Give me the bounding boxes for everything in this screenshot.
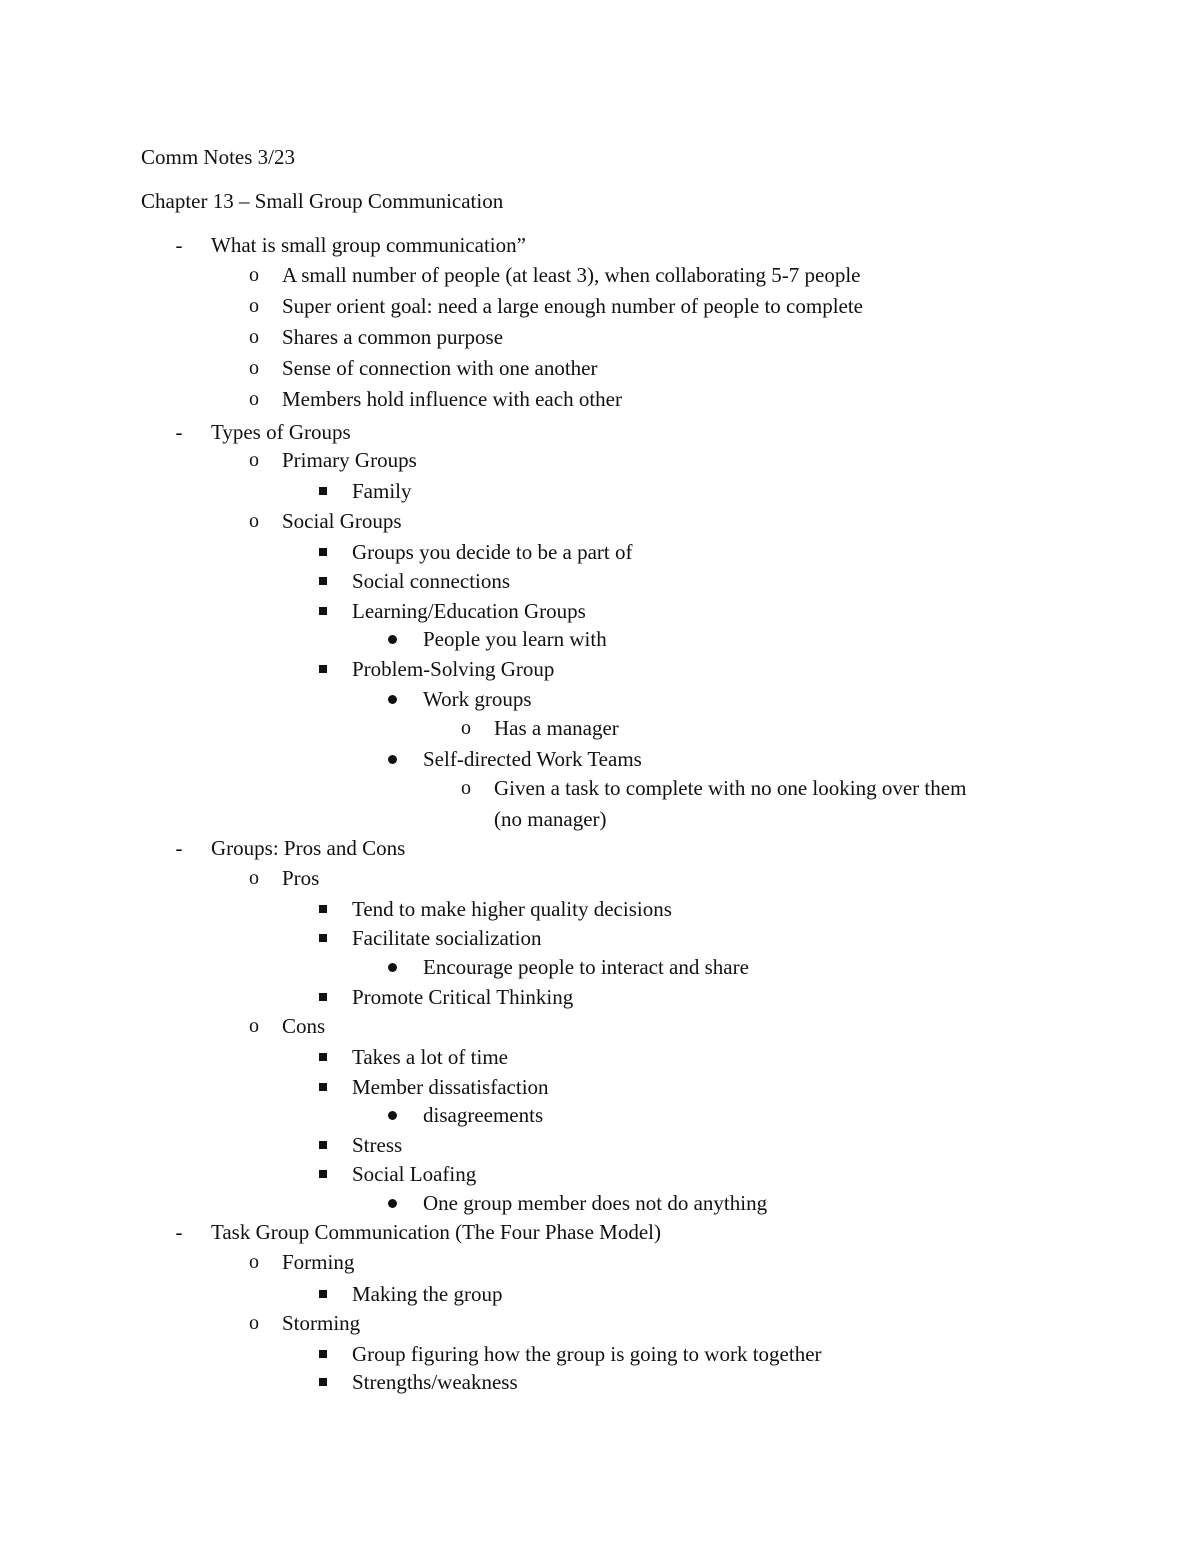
circle-bullet: o [249,867,259,889]
outline-item: Forming [282,1250,355,1274]
circle-bullet: o [249,1015,259,1037]
outline-item: Problem-Solving Group [352,657,555,681]
square-bullet [319,665,327,673]
square-bullet [319,1053,327,1061]
circle-bullet: o [249,510,259,532]
outline-item: Social Groups [282,509,402,533]
square-bullet [319,1170,327,1178]
square-bullet [319,1350,327,1358]
dot-bullet [388,635,397,644]
outline-item: Task Group Communication (The Four Phase Model) [211,1220,661,1244]
square-bullet [319,905,327,913]
outline-item: Promote Critical Thinking [352,985,574,1009]
outline-item: Facilitate socialization [352,926,542,950]
chapter-heading: Chapter 13 – Small Group Communication [141,189,504,213]
outline-item: Given a task to complete with no one looking over them [494,776,967,800]
outline-item: Super orient goal: need a large enough number of people to complete [282,294,864,318]
outline-item: Primary Groups [282,448,417,472]
square-bullet [319,1141,327,1149]
outline-item: Encourage people to interact and share [423,955,749,979]
outline-item: Social connections [352,569,511,593]
dot-bullet [388,1199,397,1208]
outline-item: Learning/Education Groups [352,599,586,623]
outline-item: Group figuring how the group is going to work together [352,1342,822,1366]
outline-item: Stress [352,1133,403,1157]
circle-bullet: o [249,1312,259,1334]
outline-item: Self-directed Work Teams [423,747,642,771]
outline-item: A small number of people (at least 3), when collaborating 5-7 people [282,263,861,287]
outline-item: Types of Groups [211,420,351,444]
outline-item: Groups you decide to be a part of [352,540,633,564]
circle-bullet: o [461,777,471,799]
square-bullet [319,548,327,556]
dot-bullet [388,755,397,764]
dash-bullet: - [175,836,183,860]
square-bullet [319,934,327,942]
circle-bullet: o [249,357,259,379]
outline-item: Pros [282,866,320,890]
outline-item: Takes a lot of time [352,1045,508,1069]
outline-item: Members hold influence with each other [282,387,622,411]
outline-item: Has a manager [494,716,619,740]
circle-bullet: o [249,449,259,471]
circle-bullet: o [249,388,259,410]
square-bullet [319,607,327,615]
dot-bullet [388,963,397,972]
square-bullet [319,577,327,585]
outline-item: Tend to make higher quality decisions [352,897,672,921]
outline-item: People you learn with [423,627,607,651]
square-bullet [319,487,327,495]
outline-item: Storming [282,1311,361,1335]
outline-item: What is small group communication” [211,233,526,257]
outline-item: Member dissatisfaction [352,1075,549,1099]
outline-item: Making the group [352,1282,503,1306]
outline-item: Social Loafing [352,1162,477,1186]
square-bullet [319,993,327,1001]
document-title: Comm Notes 3/23 [141,145,296,169]
outline-item: One group member does not do anything [423,1191,768,1215]
circle-bullet: o [249,326,259,348]
dot-bullet [388,1111,397,1120]
square-bullet [319,1083,327,1091]
outline-item: Cons [282,1014,326,1038]
circle-bullet: o [461,717,471,739]
outline-item: Sense of connection with one another [282,356,598,380]
dot-bullet [388,695,397,704]
dash-bullet: - [175,1220,183,1244]
circle-bullet: o [249,264,259,286]
outline-item: Groups: Pros and Cons [211,836,406,860]
circle-bullet: o [249,1251,259,1273]
square-bullet [319,1290,327,1298]
outline-item: Strengths/weakness [352,1370,518,1394]
outline-item: Family [352,479,412,503]
outline-item-continuation: (no manager) [494,807,607,831]
dash-bullet: - [175,420,183,444]
outline-item: Work groups [423,687,532,711]
outline-item: Shares a common purpose [282,325,504,349]
circle-bullet: o [249,295,259,317]
outline-item: disagreements [423,1103,544,1127]
dash-bullet: - [175,233,183,257]
square-bullet [319,1378,327,1386]
